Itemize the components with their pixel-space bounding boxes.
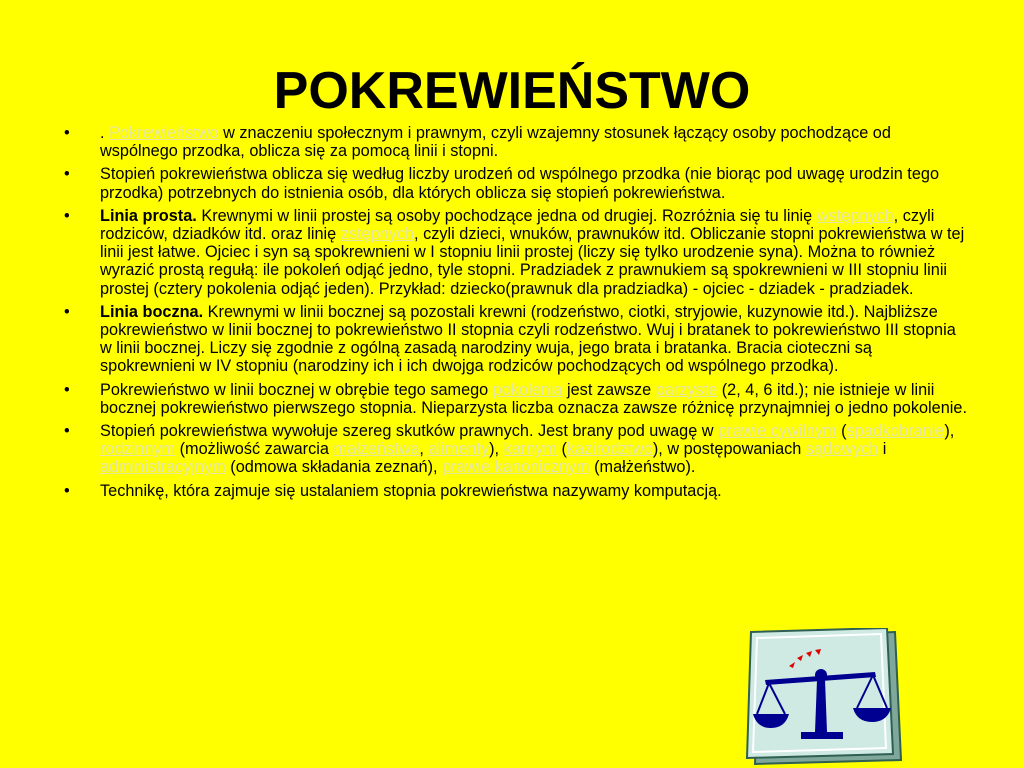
bullet-marker: • (64, 302, 70, 321)
bullet-item (64, 207, 968, 298)
bullet-marker: • (64, 165, 70, 184)
hyperlink[interactable]: parzyste (655, 380, 718, 399)
hyperlink[interactable]: administracyjnym (100, 458, 226, 477)
bullet-item (64, 124, 968, 160)
body-text: ( (556, 440, 567, 459)
hyperlink[interactable]: alimenty (428, 440, 490, 459)
hyperlink[interactable]: zstępnych (340, 225, 415, 244)
body-text: ), (489, 440, 504, 459)
bullet-item (64, 482, 968, 500)
slide-title: POKREWIEŃSTWO (273, 61, 751, 120)
bullet-marker: • (64, 481, 70, 500)
bullet-marker: • (64, 124, 70, 142)
bullet-list (64, 124, 968, 505)
body-text: Krewnymi w linii prostej są osoby pochodzące jedna od drugiej. Rozróżnia się tu linię (196, 206, 817, 225)
hyperlink[interactable]: kazirodztwo (566, 440, 653, 459)
body-text: w znaczeniu społecznym i prawnym, czyli wzajemny stosunek łączący osoby pochodzące od wspólnego przodka, oblicza się za pomocą linii i stopni. (100, 124, 891, 161)
body-text: ), (944, 422, 955, 441)
hyperlink[interactable]: sądowych (805, 440, 879, 459)
body-text: ), w postępowaniach (652, 440, 806, 459)
body-text: Stopień pokrewieństwa oblicza się według liczby urodzeń od wspólnego przodka (nie biorąc pod uwagę urodzin tego przodka) potrzebnych do istnienia osób, dla których oblicza się stopień pokrewieństwa. (100, 165, 939, 202)
hyperlink[interactable]: karnym (503, 440, 557, 459)
body-text: Stopień pokrewieństwa wywołuje szereg skutków prawnych. Jest brany pod uwagę w (100, 422, 719, 441)
body-text: ( (836, 422, 847, 441)
body-text: , czyli rodziców, dziadków itd. oraz linię (100, 206, 935, 244)
scales-of-justice-icon (745, 628, 905, 766)
bullet-marker: • (64, 380, 70, 399)
body-text: Pokrewieństwo w linii bocznej w obrębie tego samego (100, 380, 493, 399)
bullet-item (64, 422, 968, 477)
body-text: (2, 4, 6 itd.); nie istnieje w linii bocznej pokrewieństwo pierwszego stopnia. Nieparzysta liczba oznacza zawsze różnicę przynajmniej o jedno pokolenie. (100, 380, 967, 417)
body-text: Technikę, która zajmuje się ustalaniem stopnia pokrewieństwa nazywamy komputacją. (100, 481, 722, 500)
body-text: (możliwość zawarcia (175, 440, 334, 459)
hyperlink[interactable]: prawie kanonicznym (442, 458, 590, 477)
hyperlink[interactable]: wstępnych (816, 206, 894, 225)
body-text: jest zawsze (562, 380, 656, 399)
body-text: (małżeństwo). (589, 458, 696, 477)
hyperlink[interactable]: pokolenia (492, 380, 563, 399)
hyperlink[interactable]: spadkobranie (846, 422, 945, 441)
hyperlink[interactable]: prawie cywilnym (718, 422, 837, 441)
body-text: , (419, 440, 429, 459)
body-text: , czyli dzieci, wnuków, prawnuków itd. Obliczanie stopni pokrewieństwa w tej linii jest łatwe. Ojciec i syn są spokrewnieni w I stopniu linii prostej (liczy się tylko urodzenie syna). Można to również wyrazić prostą regułą: ile pokoleń odjąć jedno, tyle stopni. Pradziadek z prawnukiem są spokrewnieni w III stopniu linii prostej (cztery pokolenia odjąć jeden). Przykład: dziecko(prawnuk dla pradziadka) - ojciec - dziadek - pradziadek. (100, 225, 965, 298)
bold-heading: Linia prosta. (100, 206, 197, 225)
body-text: (odmowa składania zeznań), (225, 458, 443, 477)
bullet-item (64, 165, 968, 201)
bullet-marker: • (64, 206, 70, 225)
hyperlink[interactable]: Pokrewieństwo (109, 124, 219, 142)
bold-heading: Linia boczna. (100, 302, 204, 321)
bullet-item (64, 381, 968, 417)
hyperlink[interactable]: małżeństwa (333, 440, 420, 459)
body-text: i (878, 440, 887, 459)
body-text: . (100, 124, 110, 142)
bullet-marker: • (64, 422, 70, 441)
bullet-item (64, 303, 968, 376)
body-text: Krewnymi w linii bocznej są pozostali krewni (rodzeństwo, ciotki, stryjowie, kuzynowie itd.). Najbliższe pokrewieństwo w linii bocznej to pokrewieństwo II stopnia czyli rodzeństwo. Wuj i bratanek to pokrewieństwo III stopnia w linii bocznej. Liczy się zgodnie z ogólną zasadą narodziny wuja, jego brata i bratanka. Bracia cioteczni są spokrewnieni w IV stopniu (narodziny ich i ich dwojga rodziców pochodzących od wspólnego przodka). (100, 302, 956, 376)
hyperlink[interactable]: rodzinnym (100, 440, 176, 459)
